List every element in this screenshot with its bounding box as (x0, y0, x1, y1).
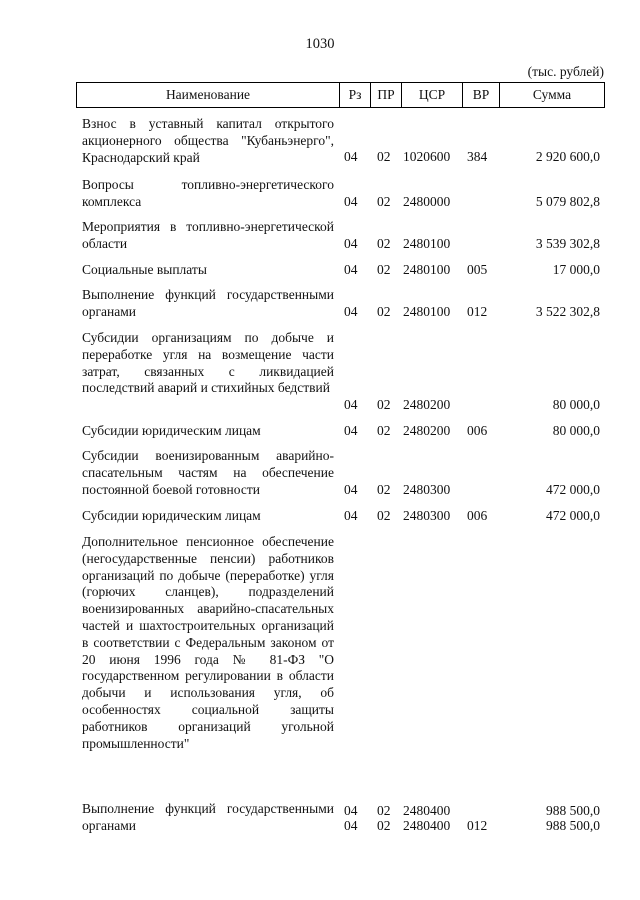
row-pr: 02 (377, 236, 391, 252)
row-rz: 04 (344, 423, 358, 439)
row-csr: 2480400 (403, 803, 451, 819)
row-sum: 2 920 600,0 (535, 149, 600, 165)
table-row (0, 287, 640, 321)
row-sum: 988 500,0 (546, 818, 600, 834)
row-name: Субсидии юридическим лицам (82, 508, 261, 523)
row-sum: 988 500,0 (546, 803, 600, 819)
row-rz: 04 (344, 803, 358, 819)
units-note: (тыс. рублей) (527, 64, 604, 79)
row-rz: 04 (344, 194, 358, 210)
row-csr: 2480200 (403, 397, 451, 413)
page-number: 1030 (305, 36, 335, 52)
row-rz: 04 (344, 149, 358, 165)
row-csr: 2480000 (403, 194, 451, 210)
header-rz: Рз (340, 83, 371, 107)
row-rz: 04 (344, 304, 358, 320)
row-vr: 384 (467, 149, 488, 165)
table-row (0, 801, 640, 835)
row-pr: 02 (377, 304, 391, 320)
row-csr: 2480100 (403, 262, 451, 278)
row-name: Мероприятия в топливно-энергетической области (82, 219, 334, 251)
row-pr: 02 (377, 423, 391, 439)
header-vr: ВР (463, 83, 500, 107)
header-pr: ПР (371, 83, 402, 107)
table-row (0, 534, 640, 820)
table-row (0, 262, 640, 279)
row-name: Взнос в уставный капитал открытого акционерного общества "Кубаньэнерго", Краснодарский край (82, 116, 334, 165)
row-pr: 02 (377, 818, 391, 834)
row-pr: 02 (377, 508, 391, 524)
row-csr: 2480200 (403, 423, 451, 439)
row-csr: 2480300 (403, 508, 451, 524)
row-sum: 80 000,0 (552, 397, 600, 413)
row-name: Субсидии военизированным аварийно-спасательным частям на обеспечение постоянной боевой готовности (82, 448, 334, 497)
row-vr: 006 (467, 508, 488, 524)
row-rz: 04 (344, 818, 358, 834)
table-row (0, 330, 640, 414)
row-name: Выполнение функций государственными органами (82, 287, 334, 319)
header-sum: Сумма (532, 87, 572, 102)
row-pr: 02 (377, 397, 391, 413)
row-csr: 1020600 (403, 149, 451, 165)
row-vr: 006 (467, 423, 488, 439)
table-row (0, 423, 640, 440)
table-header (76, 82, 605, 108)
table-row (0, 177, 640, 211)
row-pr: 02 (377, 803, 391, 819)
row-vr: 005 (467, 262, 488, 278)
row-csr: 2480300 (403, 482, 451, 498)
row-sum: 17 000,0 (552, 262, 600, 278)
row-csr: 2480100 (403, 304, 451, 320)
row-csr: 2480400 (403, 818, 451, 834)
row-rz: 04 (344, 262, 358, 278)
table-row (0, 116, 640, 166)
row-pr: 02 (377, 149, 391, 165)
header-name: Наименование (77, 83, 340, 107)
row-sum: 3 539 302,8 (535, 236, 600, 252)
row-sum: 472 000,0 (546, 508, 600, 524)
row-sum: 3 522 302,8 (535, 304, 600, 320)
row-name: Вопросы топливно-энергетического комплекса (82, 177, 334, 209)
header-csr: ЦСР (402, 83, 463, 107)
row-name: Дополнительное пенсионное обеспечение (негосударственные пенсии) работников организаций по добыче (переработке) угля (горючих сланцев), подразделений военизированных аварийно-спасательных частей и шахтостроительных организаций в соответствии с Федеральным законом от 20 июня 1996 года № 81-ФЗ "О государственном регулировании в области добычи и использования угля, об особенностях социальной защиты работников организаций угольной промышленности" (82, 534, 334, 751)
table-row (0, 508, 640, 525)
row-pr: 02 (377, 262, 391, 278)
row-rz: 04 (344, 236, 358, 252)
row-name: Социальные выплаты (82, 262, 207, 277)
table-row (0, 219, 640, 253)
row-vr: 012 (467, 304, 488, 320)
row-pr: 02 (377, 194, 391, 210)
row-name: Субсидии юридическим лицам (82, 423, 261, 438)
row-rz: 04 (344, 397, 358, 413)
row-rz: 04 (344, 508, 358, 524)
row-sum: 5 079 802,8 (535, 194, 600, 210)
row-pr: 02 (377, 482, 391, 498)
row-vr: 012 (467, 818, 488, 834)
row-csr: 2480100 (403, 236, 451, 252)
row-name: Субсидии организациям по добыче и переработке угля на возмещение части затрат, связанных с ликвидацией последствий аварий и стихийных бедствий (82, 330, 334, 396)
row-sum: 80 000,0 (552, 423, 600, 439)
row-rz: 04 (344, 482, 358, 498)
row-name: Выполнение функций государственными органами (82, 801, 334, 833)
table-row (0, 448, 640, 499)
row-sum: 472 000,0 (546, 482, 600, 498)
